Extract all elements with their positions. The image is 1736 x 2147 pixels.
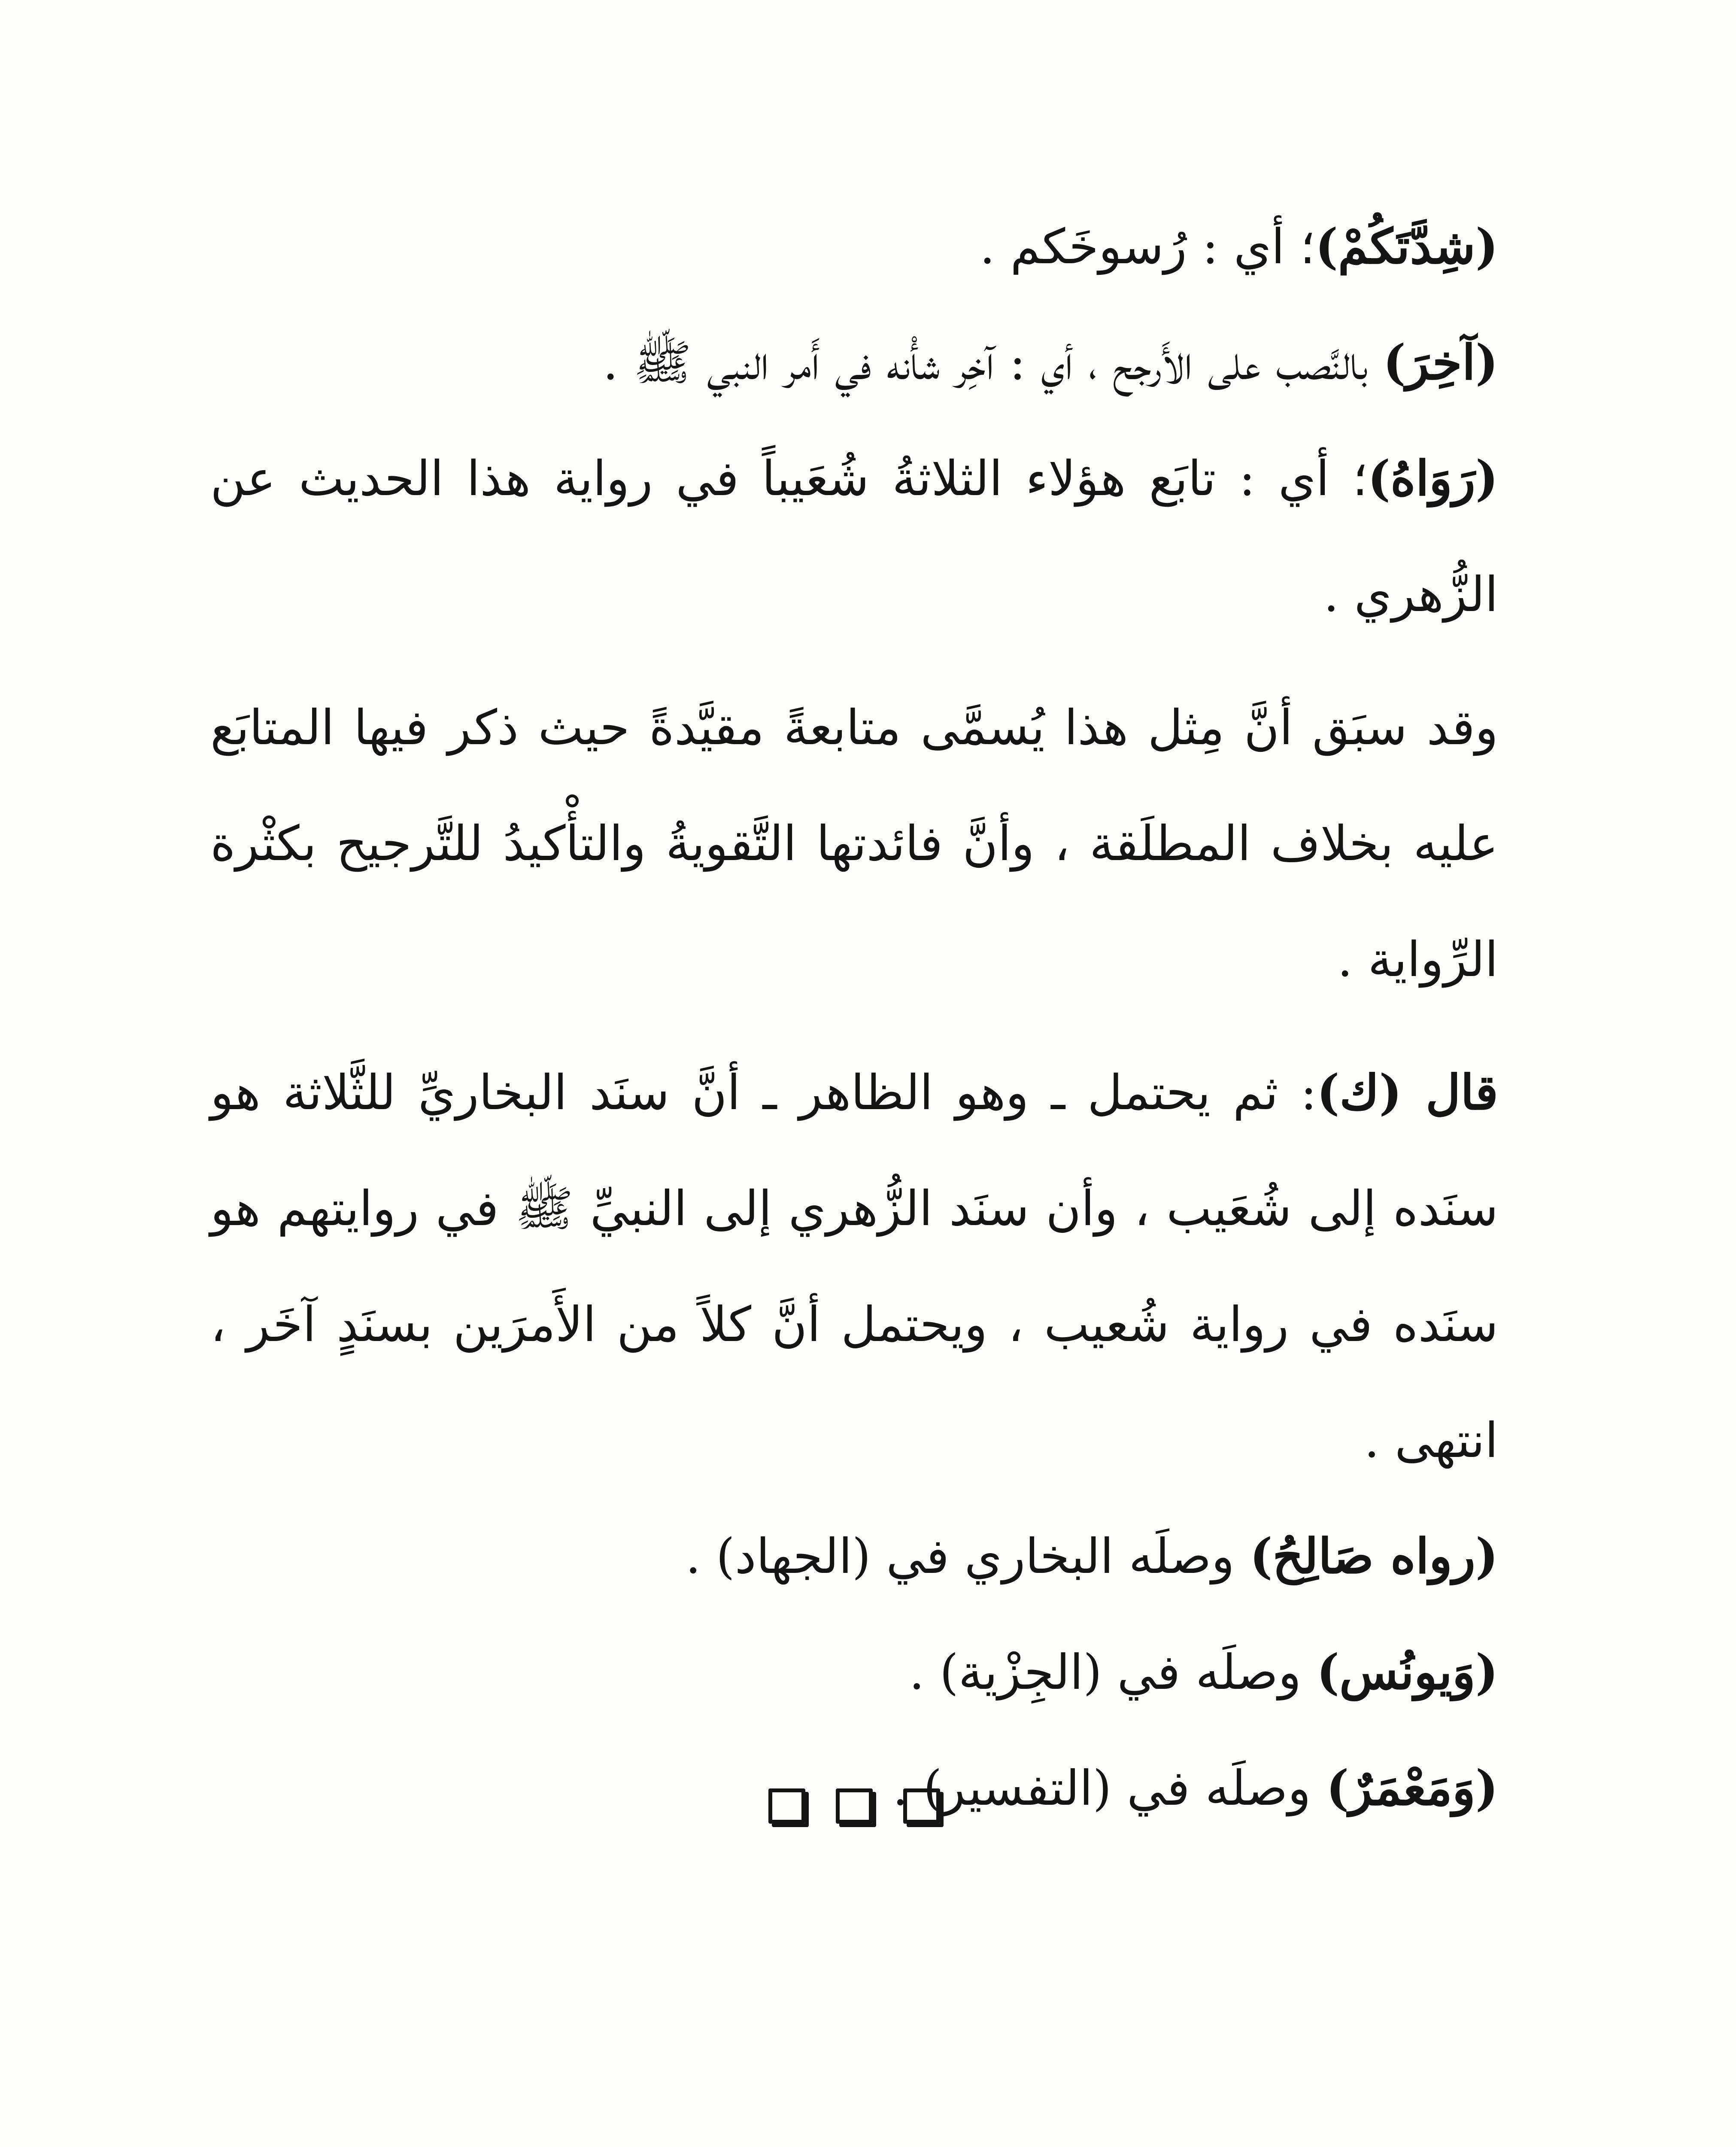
paragraph-3	[210, 421, 1498, 653]
term: قال (ك)	[1317, 1064, 1499, 1121]
paragraph-text: وصلَه في (التفسير) .	[892, 1761, 1326, 1816]
paragraph-2	[210, 305, 1498, 421]
paragraph-4	[210, 670, 1498, 1018]
paragraph-text: ؛ أي : تابَع هؤلاء الثلاثةُ شُعَيباً في رواية هذا الحديث عن الزُّهري .	[210, 451, 1498, 623]
paragraph-text: وصلَه في (الجِزْية) .	[909, 1645, 1317, 1700]
square-ornament-icon	[768, 1788, 805, 1824]
square-ornament-icon	[836, 1788, 873, 1824]
paragraph-1	[210, 189, 1498, 305]
paragraph-5	[210, 1035, 1498, 1499]
body-text	[210, 189, 1498, 1846]
paragraph-text: وصلَه البخاري في (الجهاد) .	[685, 1529, 1250, 1584]
paragraph-text: : ثم يحتمل ـ وهو الظاهر ـ أنَّ سنَد البخاريِّ للثَّلاثة هو سنَده إلى شُعَيب ، وأن سنَد الزُّهري إلى النبيِّ ﷺ في روايتهم هو سنَده في رواية شُعيب ، ويحتمل أنَّ كلاً من الأَمرَين بسنَدٍ آخَر ، انتهى .	[210, 1065, 1498, 1469]
paragraph-7	[210, 1615, 1498, 1730]
term: (وَيونُس)	[1316, 1644, 1498, 1700]
term: (رَوَاهُ)	[1368, 450, 1498, 507]
paragraph-text: وقد سبَق أنَّ مِثل هذا يُسمَّى متابعةً مقيَّدةً حيث ذكر فيها المتابَع عليه بخلاف المطلَقة ، وأنَّ فائدتها التَّقويةُ والتأْكيدُ للتَّرجيح بكثْرة الرِّواية .	[210, 700, 1498, 988]
paragraph-6	[210, 1499, 1498, 1615]
term: (وَمَعْمَرٌ)	[1326, 1760, 1498, 1816]
three-squares-ornament-icon	[768, 1788, 940, 1827]
square-ornament-icon	[903, 1788, 940, 1824]
term: (رواه صَالِحُ)	[1250, 1528, 1498, 1584]
paragraph-text: ؛ أي : رُسوخَكم .	[980, 219, 1315, 275]
term: (آخِرَ)	[1383, 335, 1498, 391]
paragraph-text: بالنَّصب على الأَرجح ، أي : آخِر شأْنه في أَمر النبي ﷺ .	[603, 335, 1383, 391]
term: (شِدَّتَكُمْ)	[1315, 219, 1498, 275]
